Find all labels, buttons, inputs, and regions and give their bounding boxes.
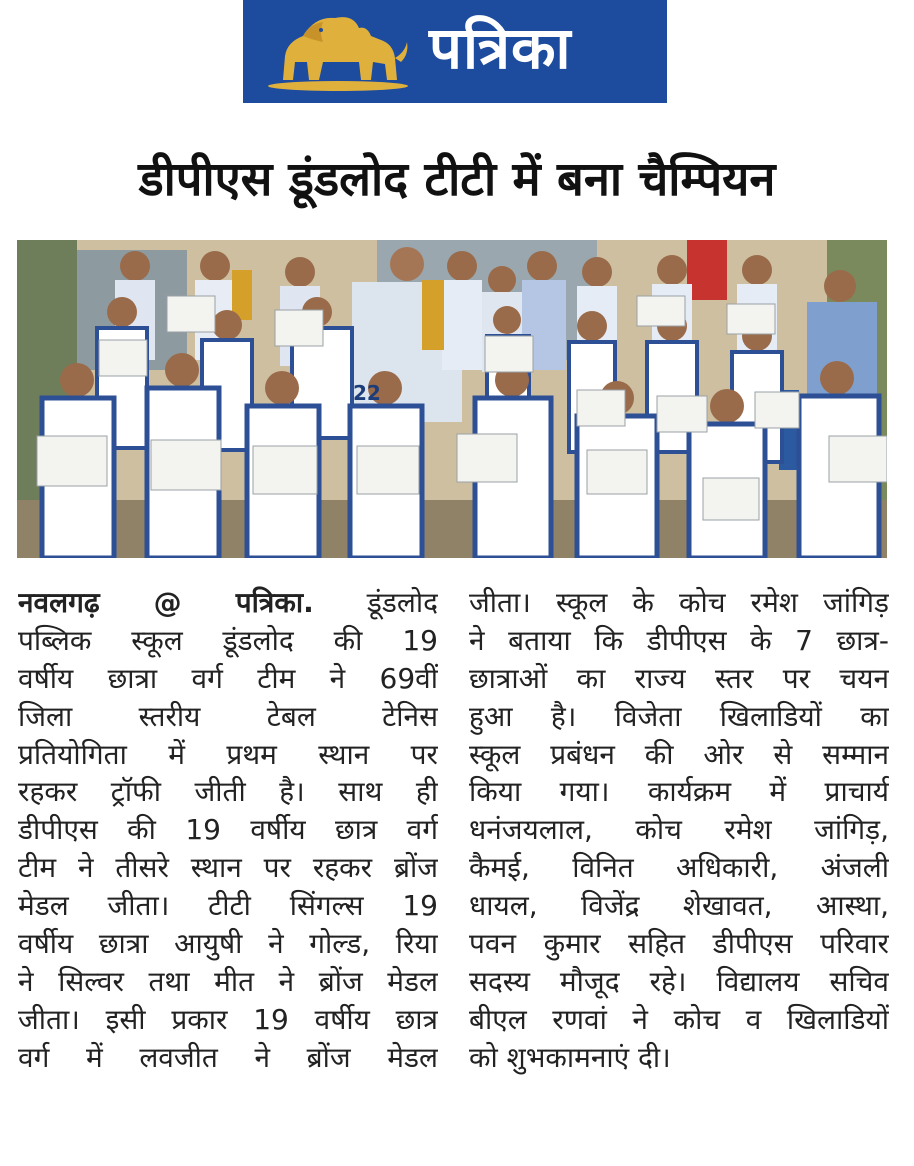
- group-photo-icon: [17, 240, 887, 558]
- article-line: बीएल रणवां ने कोच व खिलाडियों: [469, 1002, 889, 1036]
- article-line: वर्षीय छात्रा आयुषी ने गोल्ड, रिया: [18, 927, 438, 961]
- article-line: वर्षीय छात्रा वर्ग टीम ने 69वीं: [18, 661, 438, 695]
- article-line: किया गया। कार्यक्रम में प्राचार्य: [469, 775, 889, 809]
- article-line: जीता। स्कूल के कोच रमेश जांगिड़: [469, 586, 889, 619]
- article-line: हुआ है। विजेता खिलाडियों का: [469, 699, 889, 733]
- article-line: डीपीएस की 19 वर्षीय छात्र वर्ग: [18, 813, 438, 847]
- article-line: पवन कुमार सहित डीपीएस परिवार: [469, 927, 889, 961]
- article-line: टीम ने तीसरे स्थान पर रहकर ब्रोंज: [18, 851, 438, 885]
- article-right-column: [469, 584, 889, 1077]
- article-line: धायल, विजेंद्र शेखावत, आस्था,: [469, 889, 889, 923]
- jersey-number: 22: [353, 381, 381, 405]
- article-line: को शुभकामनाएं दी।: [469, 1040, 671, 1074]
- newspaper-masthead: [243, 0, 667, 103]
- article-line: जिला स्तरीय टेबल टेनिस: [18, 699, 438, 733]
- article-line: धनंजयलाल, कोच रमेश जांगिड़,: [469, 813, 889, 847]
- group-photo: [17, 240, 887, 558]
- article-line: जीता। इसी प्रकार 19 वर्षीय छात्र: [18, 1002, 438, 1036]
- article-line: मेडल जीता। टीटी सिंगल्स 19: [18, 889, 438, 923]
- dateline: नवलगढ़ @ पत्रिका.: [18, 586, 314, 619]
- article-line: नवलगढ़ @ पत्रिका. डूंडलोद: [18, 586, 438, 619]
- article-line: स्कूल प्रबंधन की ओर से सम्मान: [469, 737, 889, 771]
- headline: डीपीएस डूंडलोद टीटी में बना चैम्पियन: [138, 152, 776, 207]
- lion-emblem-icon: [263, 6, 413, 94]
- article-line: कैमई, विनित अधिकारी, अंजली: [469, 851, 889, 885]
- brand-name: पत्रिका: [429, 14, 572, 82]
- article-line: वर्ग में लवजीत ने ब्रोंज मेडल: [18, 1040, 438, 1074]
- article-line: सदस्य मौजूद रहे। विद्यालय सचिव: [469, 964, 889, 998]
- article-line: रहकर ट्रॉफी जीती है। साथ ही: [18, 775, 438, 809]
- article-line: प्रतियोगिता में प्रथम स्थान पर: [18, 737, 438, 771]
- article-line: ने सिल्वर तथा मीत ने ब्रोंज मेडल: [18, 964, 438, 998]
- article-line: ने बताया कि डीपीएस के 7 छात्र-: [469, 623, 889, 657]
- article-left-column: [18, 584, 438, 1077]
- article-line: पब्लिक स्कूल डूंडलोद की 19: [18, 623, 438, 657]
- article-line: छात्राओं का राज्य स्तर पर चयन: [469, 661, 889, 695]
